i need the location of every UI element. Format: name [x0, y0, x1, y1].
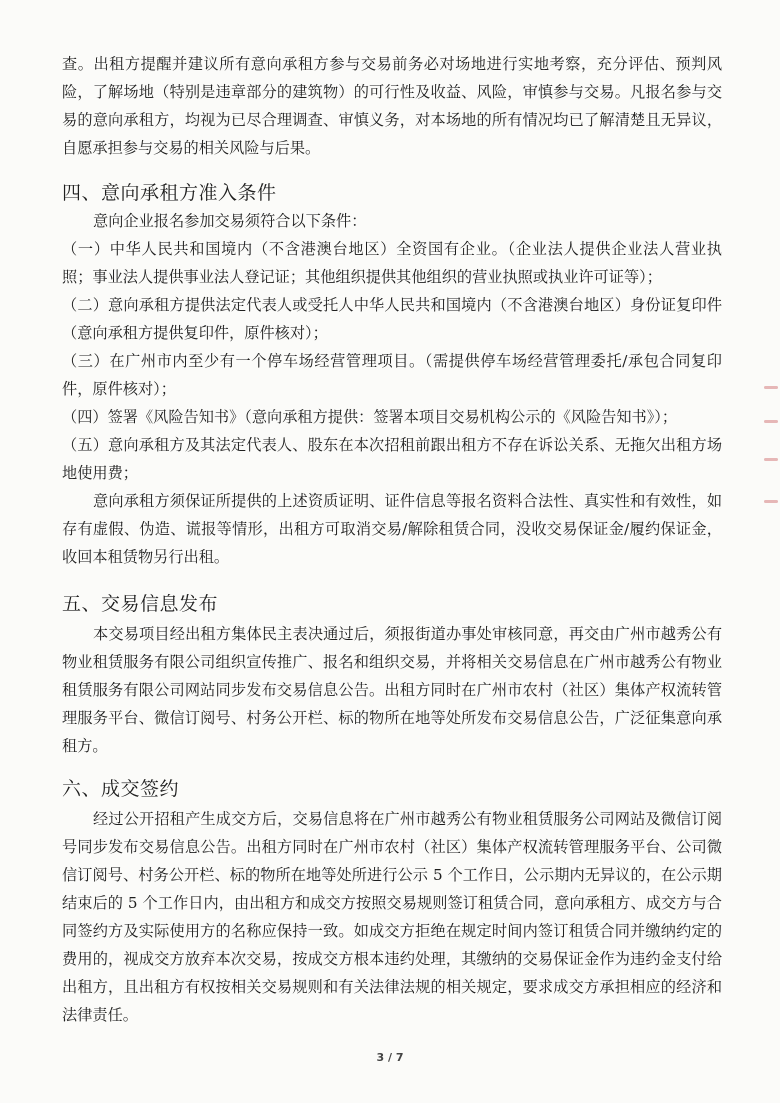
section-4-lead: 意向企业报名参加交易须符合以下条件： [93, 212, 367, 230]
intro-paragraph: 查。出租方提醒并建议所有意向承租方参与交易前务必对场地进行实地考察，充分评估、预判风险，了解场地（特别是违章部分的建筑物）的可行性及收益、风险，审慎参与交易。凡报名参与交易的意向承租方，均视为已尽合理调查、审慎义务，对本场地的所有情况均已了解清楚且无异议，自愿承担参与交易的相关风险与后果。 [62, 55, 722, 157]
section-5-paragraph: 本交易项目经出租方集体民主表决通过后，须报街道办事处审核同意，再交由广州市越秀公有物业租赁服务有限公司组织宣传推广、报名和组织交易，并将相关交易信息在广州市越秀公有物业租赁服务有限公司网站同步发布交易信息公告。出租方同时在广州市农村（社区）集体产权流转管理服务平台、微信订阅号、村务公开栏、标的物所在地等处所发布交易信息公告，广泛征集意向承租方。 [62, 625, 722, 755]
section-4-heading: 四、意向承租方准入条件 [62, 182, 277, 204]
section-4-item-1: （一）中华人民共和国境内（不含港澳台地区）全资国有企业。（企业法人提供企业法人营业执照；事业法人提供事业法人登记证；其他组织提供其他组织的营业执照或执业许可证等）； [62, 240, 722, 286]
section-4-item-3: （三）在广州市内至少有一个停车场经营管理项目。（需提供停车场经营管理委托/承包合同复印件，原件核对）； [62, 352, 722, 398]
section-4-item-4: （四）签署《风险告知书》（意向承租方提供：签署本项目交易机构公示的《风险告知书》）； [62, 408, 678, 426]
section-6-heading: 六、成交签约 [62, 778, 180, 800]
section-5-heading: 五、交易信息发布 [62, 593, 219, 615]
section-6-paragraph: 经过公开招租产生成交方后，交易信息将在广州市越秀公有物业租赁服务公司网站及微信订阅号同步发布交易信息公告。出租方同时在广州市农村（社区）集体产权流转管理服务平台、公司微信订阅号、村务公开栏、标的物所在地等处所进行公示 5 个工作日，公示期内无异议的，在公示期结束后的 5 个工作日内，由出租方和成交方按照交易规则签订租赁合同，意向承租方、成交方与合同签约方及实际使用方的名称应保持一致。如成交方拒绝在规定时间内签订租赁合同并缴纳约定的费用的，视成交方放弃本次交易，按成交方根本违约处理，其缴纳的交易保证金作为违约金支付给出租方，且出租方有权按相关交易规则和有关法律法规的相关规定，要求成交方承担相应的经济和法律责任。 [62, 810, 722, 1024]
section-4-item-5: （五）意向承租方及其法定代表人、股东在本次招租前跟出租方不存在诉讼关系、无拖欠出租方场地使用费； [62, 436, 722, 482]
section-4-item-2: （二）意向承租方提供法定代表人或受托人中华人民共和国境内（不含港澳台地区）身份证复印件（意向承租方提供复印件，原件核对）； [62, 296, 722, 342]
seal-edge-mark [758, 380, 780, 520]
page-number: 3 / 7 [376, 1051, 404, 1064]
section-4-closing: 意向承租方须保证所提供的上述资质证明、证件信息等报名资料合法性、真实性和有效性，如存有虚假、伪造、谎报等情形，出租方可取消交易/解除租赁合同，没收交易保证金/履约保证金，收回本租赁物另行出租。 [62, 492, 722, 566]
